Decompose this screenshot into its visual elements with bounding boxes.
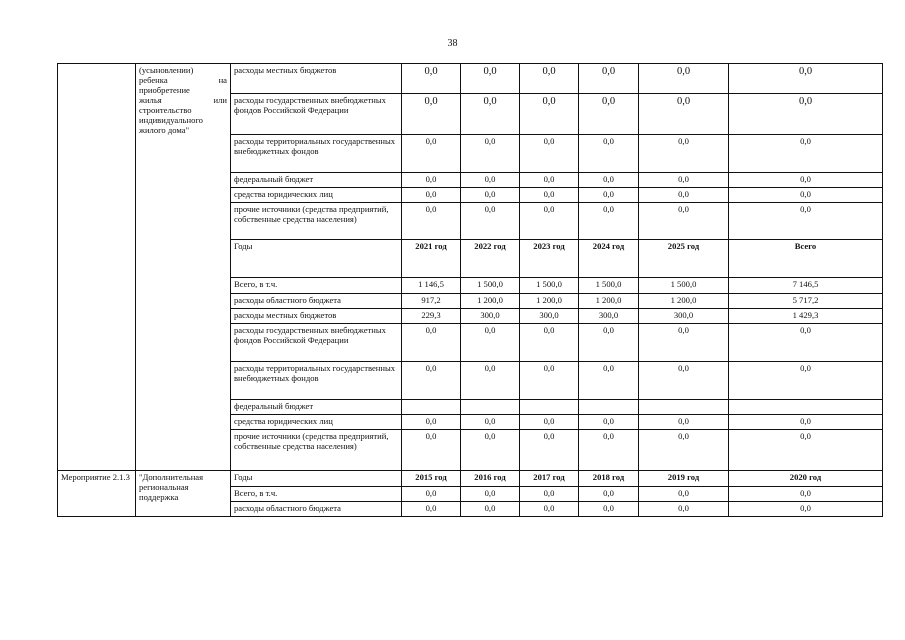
value-cell: 0,0 — [520, 362, 579, 400]
value-cell: 0,0 — [579, 362, 639, 400]
table-body — [58, 64, 883, 517]
source-label-cell: средства юридических лиц — [231, 188, 402, 203]
table-row — [58, 64, 883, 94]
value-cell: 0,0 — [579, 430, 639, 471]
value-cell: 0,0 — [729, 135, 883, 173]
value-cell: 0,0 — [461, 502, 520, 517]
value-cell: 0,0 — [461, 362, 520, 400]
activity-code-cell — [58, 64, 136, 471]
value-cell: 0,0 — [639, 135, 729, 173]
value-cell: 300,0 — [461, 309, 520, 324]
source-label-cell: федеральный бюджет — [231, 400, 402, 415]
value-cell: 0,0 — [461, 173, 520, 188]
value-cell: 1 146,5 — [402, 278, 461, 294]
activity-description-cell: "Дополнительная региональная поддержка — [136, 471, 231, 517]
value-cell: 0,0 — [520, 430, 579, 471]
value-cell: 5 717,2 — [729, 294, 883, 309]
activity-code-cell: Мероприятие 2.1.3 — [58, 471, 136, 517]
value-cell: 0,0 — [520, 324, 579, 362]
value-cell: 0,0 — [520, 203, 579, 240]
table-row — [58, 471, 883, 487]
value-cell: 0,0 — [639, 188, 729, 203]
description-line: строительство — [139, 105, 192, 115]
value-cell: 1 200,0 — [639, 294, 729, 309]
value-cell: 0,0 — [461, 487, 520, 502]
value-cell: 0,0 — [579, 135, 639, 173]
source-label-cell: расходы государственных внебюджетных фондов Российской Федерации — [231, 324, 402, 362]
value-cell — [461, 400, 520, 415]
source-label-cell: прочие источники (средства предприятий, собственные средства населения) — [231, 430, 402, 471]
value-cell: 0,0 — [579, 502, 639, 517]
value-cell — [520, 400, 579, 415]
value-cell: 0,0 — [579, 173, 639, 188]
source-label-cell: расходы территориальных государственных внебюджетных фондов — [231, 135, 402, 173]
value-cell: 0,0 — [729, 324, 883, 362]
year-header-cell: 2015 год — [402, 471, 461, 487]
value-cell — [729, 400, 883, 415]
value-cell: 0,0 — [402, 415, 461, 430]
description-line: индивидуального — [139, 115, 203, 125]
value-cell: 0,0 — [729, 487, 883, 502]
description-line: ребенка на — [139, 75, 227, 85]
source-label-cell: расходы местных бюджетов — [231, 64, 402, 94]
source-label-cell: расходы местных бюджетов — [231, 309, 402, 324]
value-cell: 0,0 — [729, 94, 883, 135]
value-cell: 0,0 — [402, 188, 461, 203]
value-cell: 0,0 — [402, 487, 461, 502]
value-cell: 229,3 — [402, 309, 461, 324]
source-label-cell: Годы — [231, 240, 402, 278]
source-label-cell: Всего, в т.ч. — [231, 278, 402, 294]
budget-table — [57, 63, 883, 517]
description-line: жилья или — [139, 95, 227, 105]
year-header-cell: 2018 год — [579, 471, 639, 487]
value-cell: 0,0 — [639, 415, 729, 430]
year-header-cell: 2024 год — [579, 240, 639, 278]
value-cell: 0,0 — [461, 203, 520, 240]
value-cell: 0,0 — [579, 415, 639, 430]
source-label-cell: Годы — [231, 471, 402, 487]
description-line: приобретение — [139, 85, 190, 95]
value-cell: 1 200,0 — [520, 294, 579, 309]
source-label-cell: прочие источники (средства предприятий, собственные средства населения) — [231, 203, 402, 240]
year-header-cell: 2025 год — [639, 240, 729, 278]
value-cell: 0,0 — [461, 415, 520, 430]
year-header-cell: 2019 год — [639, 471, 729, 487]
value-cell: 0,0 — [729, 502, 883, 517]
value-cell: 0,0 — [402, 173, 461, 188]
year-header-cell: 2023 год — [520, 240, 579, 278]
value-cell: 300,0 — [579, 309, 639, 324]
value-cell: 0,0 — [461, 64, 520, 94]
value-cell: 0,0 — [579, 324, 639, 362]
value-cell: 0,0 — [520, 502, 579, 517]
value-cell: 0,0 — [461, 188, 520, 203]
value-cell: 0,0 — [402, 203, 461, 240]
value-cell: 0,0 — [579, 203, 639, 240]
value-cell: 0,0 — [729, 173, 883, 188]
value-cell: 300,0 — [639, 309, 729, 324]
value-cell: 0,0 — [520, 188, 579, 203]
value-cell: 1 200,0 — [461, 294, 520, 309]
value-cell: 0,0 — [639, 324, 729, 362]
value-cell: 300,0 — [520, 309, 579, 324]
value-cell: 917,2 — [402, 294, 461, 309]
value-cell: 7 146,5 — [729, 278, 883, 294]
year-header-cell: 2016 год — [461, 471, 520, 487]
value-cell: 0,0 — [729, 203, 883, 240]
value-cell: 0,0 — [639, 502, 729, 517]
value-cell: 0,0 — [729, 64, 883, 94]
value-cell: 0,0 — [520, 94, 579, 135]
value-cell: 0,0 — [729, 188, 883, 203]
value-cell: 0,0 — [461, 324, 520, 362]
value-cell: 0,0 — [639, 362, 729, 400]
value-cell: 0,0 — [402, 362, 461, 400]
value-cell: 0,0 — [639, 64, 729, 94]
year-header-cell: 2020 год — [729, 471, 883, 487]
value-cell: 0,0 — [402, 430, 461, 471]
value-cell: 0,0 — [520, 415, 579, 430]
value-cell — [639, 400, 729, 415]
value-cell: 0,0 — [461, 430, 520, 471]
value-cell: 0,0 — [461, 94, 520, 135]
value-cell: 0,0 — [579, 487, 639, 502]
value-cell: 0,0 — [639, 173, 729, 188]
year-header-cell: Всего — [729, 240, 883, 278]
value-cell: 0,0 — [579, 94, 639, 135]
value-cell — [579, 400, 639, 415]
value-cell: 1 500,0 — [579, 278, 639, 294]
value-cell: 0,0 — [579, 188, 639, 203]
value-cell: 0,0 — [639, 430, 729, 471]
description-line: жилого дома" — [139, 125, 190, 135]
year-header-cell: 2017 год — [520, 471, 579, 487]
value-cell: 0,0 — [639, 487, 729, 502]
value-cell: 1 500,0 — [520, 278, 579, 294]
value-cell: 0,0 — [402, 94, 461, 135]
value-cell — [402, 400, 461, 415]
value-cell: 1 200,0 — [579, 294, 639, 309]
year-header-cell: 2022 год — [461, 240, 520, 278]
source-label-cell: расходы государственных внебюджетных фондов Российской Федерации — [231, 94, 402, 135]
year-header-cell: 2021 год — [402, 240, 461, 278]
value-cell: 0,0 — [520, 64, 579, 94]
source-label-cell: расходы территориальных государственных внебюджетных фондов — [231, 362, 402, 400]
activity-description-cell — [136, 64, 231, 471]
value-cell: 1 500,0 — [461, 278, 520, 294]
value-cell: 0,0 — [402, 135, 461, 173]
source-label-cell: федеральный бюджет — [231, 173, 402, 188]
value-cell: 0,0 — [639, 94, 729, 135]
value-cell: 0,0 — [520, 135, 579, 173]
value-cell: 0,0 — [729, 415, 883, 430]
source-label-cell: средства юридических лиц — [231, 415, 402, 430]
source-label-cell: расходы областного бюджета — [231, 502, 402, 517]
value-cell: 0,0 — [402, 502, 461, 517]
value-cell: 0,0 — [461, 135, 520, 173]
value-cell: 0,0 — [402, 324, 461, 362]
value-cell: 0,0 — [729, 430, 883, 471]
value-cell: 1 500,0 — [639, 278, 729, 294]
value-cell: 0,0 — [639, 203, 729, 240]
value-cell: 0,0 — [729, 362, 883, 400]
value-cell: 1 429,3 — [729, 309, 883, 324]
value-cell: 0,0 — [520, 173, 579, 188]
value-cell: 0,0 — [402, 64, 461, 94]
page-number: 38 — [447, 38, 458, 49]
description-line: (усыновлении) — [139, 65, 194, 75]
value-cell: 0,0 — [520, 487, 579, 502]
source-label-cell: Всего, в т.ч. — [231, 487, 402, 502]
source-label-cell: расходы областного бюджета — [231, 294, 402, 309]
value-cell: 0,0 — [579, 64, 639, 94]
